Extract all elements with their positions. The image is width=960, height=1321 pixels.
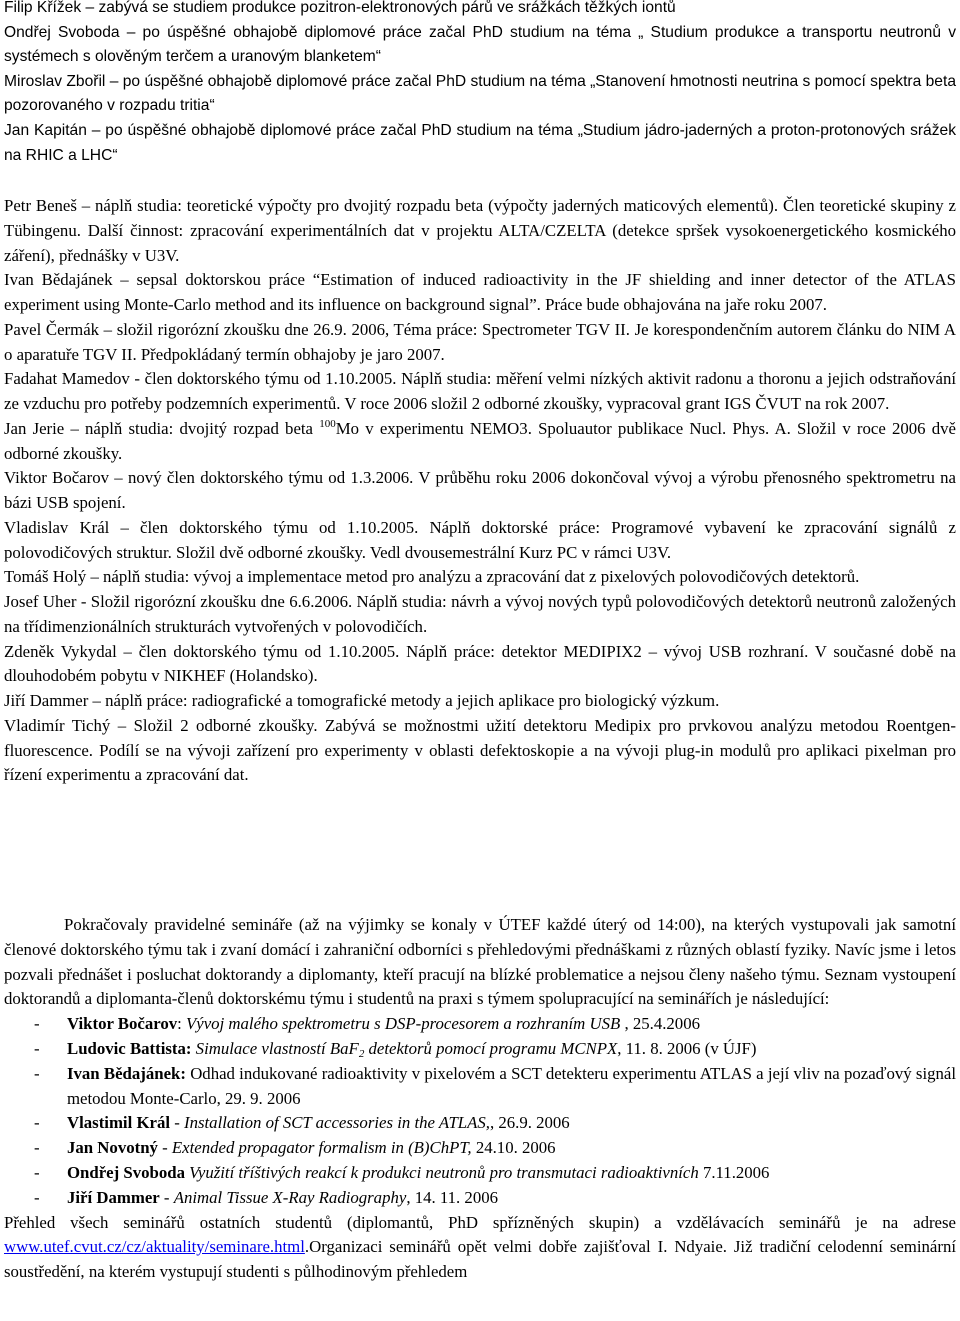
seminar-title-part: Simulace vlastností BaF [195, 1038, 359, 1058]
seminar-title: Využití tříštivých reakcí k produkci neutronů pro transmutaci radioaktivních [189, 1162, 699, 1182]
intro-paragraph: Filip Křížek – zabývá se studiem produkce pozitron-elektronových párů ve srážkách těžkých iontů [4, 0, 676, 16]
formula-subscript: 2 [358, 1047, 365, 1060]
student-paragraph: Vladislav Král – člen doktorského týmu od 1.10.2005. Náplň doktorské práce: Programové vybavení ke zpracování signálů z polovodičových struktur. Složil dvě odborné zkoušky. Vedl dvousemestrální Kurz PC v rámci U3V. [4, 517, 956, 562]
seminars-section [4, 913, 956, 1285]
seminar-separator: - [159, 1187, 174, 1207]
seminar-speaker: Jiří Dammer [67, 1187, 160, 1207]
student-paragraph: Pavel Čermák – složil rigorózní zkoušku dne 26.9. 2006, Téma práce: Spectrometer TGV II. Je korespondenčním autorem článku do NIM A o aparatuře TGV II. Předpokládaný termín obhajoby je jaro 2007. [4, 319, 956, 364]
seminar-separator: : [177, 1014, 187, 1034]
student-paragraph: Zdeněk Vykydal – člen doktorského týmu od 1.10.2005. Náplň práce: detektor MEDIPIX2 – vývoj USB rozhraní. V současné době na dlouhodobém pobytu v NIKHEF (Holandsko). [4, 641, 956, 686]
seminar-speaker: Viktor Bočarov [67, 1014, 178, 1034]
seminar-item [4, 1161, 956, 1186]
overview-paragraph [4, 1211, 956, 1285]
intro-paragraph: Jan Kapitán – po úspěšné obhajobě diplomové práce začal PhD studium na téma „Studium jádro-jaderných a proton-protonových srážek na RHIC a LHC“ [4, 121, 956, 164]
intro-paragraph: Miroslav Zbořil – po úspěšné obhajobě diplomové práce začal PhD studium na téma „Stanovení hmotnosti neutrina s pomocí spektra beta pozorovaného v rozpadu tritia“ [4, 72, 956, 115]
student-paragraph: Josef Uher - Složil rigorózní zkoušku dne 6.6.2006. Náplň studia: návrh a vývoj nových typů polovodičových detektorů neutronů založených na třídimenzionálních strukturách vytvořených v polovodičích. [4, 592, 956, 636]
seminar-list [4, 1012, 956, 1210]
jerie-text-before: Jan Jerie – náplň studia: dvojitý rozpad beta [4, 418, 320, 438]
seminar-speaker: Vlastimil Král [67, 1113, 171, 1133]
seminar-date: , 26.9. 2006 [489, 1113, 570, 1133]
list-dash: - [34, 1113, 40, 1133]
seminars-intro-paragraph: Pokračovaly pravidelné semináře (až na výjimky se konaly v ÚTEF každé úterý od 14:00), na kterých vystupovali jak samotní členové doktorského týmu tak i zvaní domácí i zahraniční odborníci s přehledovými přednáškami z různých oblastí fyziky. Navíc jsme i letos pozvali přednášet i posluchat doktorandy a diplomanty, kteří pracují na blízké problematice a nejsou členy našeho týmu. Seznam vystoupení doktorandů a diplomanta-členů doktorskému týmu i studentů na praxi s týmem spolupracující na seminářích je následující: [4, 915, 956, 1009]
seminar-item [4, 1136, 956, 1161]
list-dash: - [34, 1063, 40, 1083]
seminar-separator: - [157, 1138, 172, 1158]
seminar-date: , 14. 11. 2006 [406, 1187, 498, 1207]
list-dash: - [34, 1187, 40, 1207]
seminar-speaker: Ivan Bědajánek: [67, 1063, 186, 1083]
list-dash: - [34, 1162, 40, 1182]
student-paragraph: Ivan Bědajánek – sepsal doktorskou práce “Estimation of induced radioactivity in the JF shielding and inner detector of the ATLAS experiment using Monte-Carlo method and its influence on background signal”. Práce bude obhajována na jaře roku 2007. [4, 270, 956, 314]
seminar-date: 24.10. 2006 [471, 1138, 556, 1158]
seminars-link[interactable]: www.utef.cvut.cz/cz/aktuality/seminare.html [4, 1237, 305, 1257]
seminar-description: Odhad indukované radioaktivity v pixelovém a SCT detekteru experimentu ATLAS a její vliv na pozaďový signál metodou Monte-Carlo, 29. 9. 2006 [67, 1063, 956, 1108]
seminar-separator: - [170, 1113, 184, 1133]
seminar-speaker: Ludovic Battista: [67, 1038, 192, 1058]
student-paragraph: Vladimír Tichý – Složil 2 odborné zkoušky. Zabývá se možnostmi užití detektoru Medipix pro prvkovou analýzu metodou Roentgen-fluorescence. Podílí se na vývoji zařízení pro experimenty v oblasti defektoskopie a na vývoji plug-in modulů pro aplikaci pixelman pro řízení experimentu a zpracování dat. [4, 715, 956, 785]
seminar-item [4, 1186, 956, 1211]
seminar-title: Vývoj malého spektrometru s DSP-procesorem a rozhraním USB [186, 1014, 621, 1034]
student-paragraph: Fadahat Mamedov - člen doktorského týmu od 1.10.2005. Náplň studia: měření velmi nízkých aktivit radonu a thoronu a jejich odstraňování ze vzduchu pro potřeby podzemních experimentů. V roce 2006 složil 2 odborné zkoušky, vypracoval grant IGS ČVUT na rok 2007. [4, 369, 956, 413]
list-dash: - [34, 1138, 40, 1158]
list-dash: - [34, 1014, 40, 1034]
seminar-speaker: Ondřej Svoboda [67, 1162, 185, 1182]
seminar-title: Extended propagator formalism in (B)ChPT, [171, 1138, 472, 1158]
seminar-item [4, 1037, 956, 1062]
isotope-mass-number: 100 [319, 417, 336, 430]
student-paragraph: Jiří Dammer – náplň práce: radiografické a tomografické metody a jejich aplikace pro biologický výzkum. [4, 691, 720, 710]
seminar-speaker: Jan Novotný [67, 1138, 158, 1158]
seminar-date: , 25.4.2006 [620, 1014, 700, 1034]
overview-text-after: .Organizaci seminářů opět velmi dobře zajišťoval I. Ndyaie. Již tradiční celodenní seminární soustředění, na kterém vystupují studenti s půlhodinovým přehledem [4, 1237, 956, 1282]
jerie-text-after: Mo v experimentu NEMO3. Spoluautor publikace Nucl. Phys. A. Složil v roce 2006 dvě odborné zkoušky. [4, 418, 956, 463]
list-dash: - [34, 1038, 40, 1058]
student-paragraph-jerie [4, 417, 956, 467]
students-section [4, 194, 956, 788]
seminar-title: Installation of SCT accessories in the ATLAS, [184, 1113, 490, 1133]
student-paragraph: Viktor Bočarov – nový člen doktorského týmu od 1.3.2006. V průběhu roku 2006 dokončoval vývoj a výrobu přenosného spektrometru na bázi USB spojení. [4, 468, 956, 512]
seminar-date: , 11. 8. 2006 (v ÚJF) [617, 1038, 757, 1058]
seminar-date: 7.11.2006 [698, 1162, 770, 1182]
seminar-item [4, 1012, 956, 1037]
student-paragraph: Petr Beneš – náplň studia: teoretické výpočty pro dvojitý rozpadu beta (výpočty jaderných maticových elementů). Člen teoretické skupiny z Tübingenu. Další činnost: zpracování experimentálních dat v projektu ALTA/CZELTA (detekce spršek vysokoenergetického kosmického záření), přednášky v U3V. [4, 196, 956, 265]
seminar-item [4, 1062, 956, 1112]
seminar-title-part: detektorů pomocí programu MCNPX [364, 1038, 618, 1058]
seminar-item [4, 1111, 956, 1136]
seminar-title: Animal Tissue X-Ray Radiography [173, 1187, 407, 1207]
overview-text-before: Přehled všech seminářů ostatních studentů (diplomantů, PhD spřízněných skupin) a vzdělávacích seminářů je na adrese [4, 1212, 956, 1232]
intro-paragraph: Ondřej Svoboda – po úspěšné obhajobě diplomové práce začal PhD studium na téma „ Studium produkce a transportu neutronů v systémech s olověným terčem a uranovým blanketem“ [4, 23, 956, 66]
seminar-title [196, 1039, 618, 1058]
student-paragraph: Tomáš Holý – náplň studia: vývoj a implementace metod pro analýzu a zpracování dat z pixelových polovodičových detektorů. [4, 567, 860, 587]
intro-section [4, 0, 956, 168]
